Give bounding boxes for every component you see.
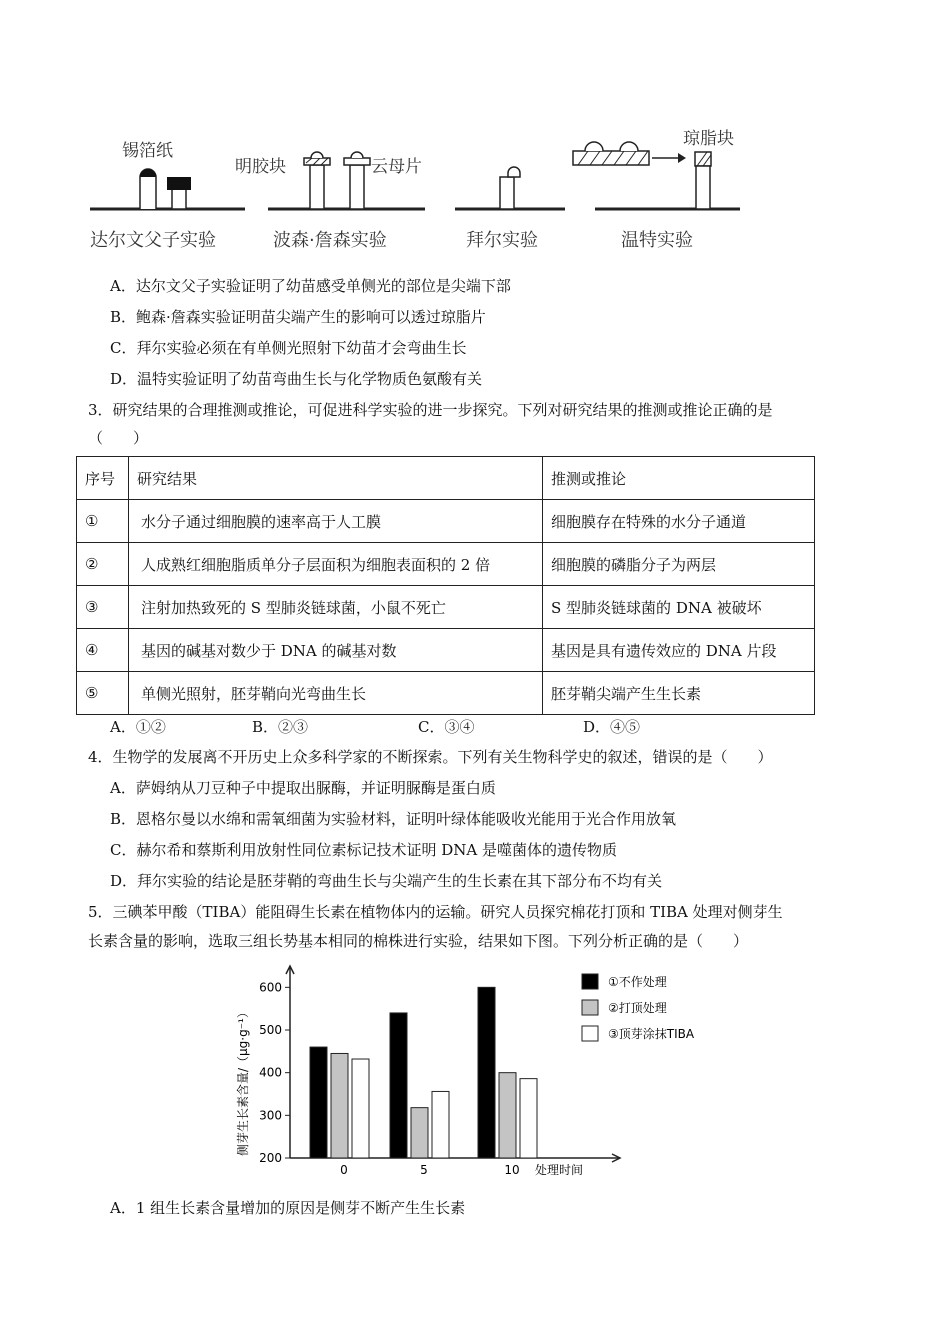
x-axis-label: 处理时间: [535, 1163, 584, 1177]
experiment-caption: 拜尔实验: [466, 230, 538, 251]
table-cell: 水分子通过细胞膜的速率高于人工膜: [129, 500, 543, 543]
question-stem: 5．三碘苯甲酸（TIBA）能阻碍生长素在植物体内的运输。研究人员探究棉花打顶和 TIBA 处理对侧芽生: [88, 903, 783, 921]
table-cell: ③: [77, 586, 129, 629]
question-stem-cont: 长素含量的影响，选取三组长势基本相同的棉株进行实验，结果如下图。下列分析正确的是（ ）: [88, 932, 749, 950]
table-header-row: [77, 457, 815, 500]
x-tick-label: 0: [340, 1163, 348, 1177]
agar-label: 琼脂块: [683, 129, 734, 149]
y-axis-label: 侧芽生长素含量/（μg·g⁻¹）: [236, 1006, 250, 1156]
bar: [352, 1059, 369, 1158]
table-cell: 注射加热致死的 S 型肺炎链球菌，小鼠不死亡: [129, 586, 543, 629]
table-cell: 细胞膜存在特殊的水分子通道: [543, 500, 815, 543]
table-cell: ⑤: [77, 672, 129, 715]
legend-swatch: [582, 1026, 598, 1041]
option-d: D．温特实验证明了幼苗弯曲生长与化学物质色氨酸有关: [110, 370, 483, 388]
legend-swatch: [582, 1000, 598, 1015]
bar: [478, 987, 495, 1158]
table-row: [77, 543, 815, 586]
y-tick-label: 300: [259, 1108, 282, 1123]
table-row: [77, 500, 815, 543]
y-tick-label: 500: [259, 1023, 282, 1037]
experiment-caption: 波森·詹森实验: [273, 230, 387, 251]
option-d: D．④⑤: [583, 718, 641, 736]
option-b: B．②③: [252, 718, 309, 736]
legend-label: ①不作处理: [608, 975, 667, 989]
tin-foil-label: 锡箔纸: [122, 141, 173, 161]
experiment-caption: 达尔文父子实验: [90, 230, 216, 251]
table-cell: 单侧光照射，胚芽鞘向光弯曲生长: [129, 672, 543, 715]
x-tick-label: 10: [504, 1163, 520, 1177]
auxin-bar-chart: [230, 958, 730, 1188]
table-cell: 细胞膜的磷脂分子为两层: [543, 543, 815, 586]
bar: [499, 1073, 516, 1158]
legend-label: ②打顶处理: [608, 1001, 667, 1015]
y-tick-label: 600: [259, 980, 282, 995]
option-b: B．鲍森·詹森实验证明苗尖端产生的影响可以透过琼脂片: [110, 308, 486, 326]
option-a: A．①②: [110, 718, 166, 736]
table-cell: ②: [77, 543, 129, 586]
option-a: A．萨姆纳从刀豆种子中提取出脲酶，并证明脲酶是蛋白质: [110, 779, 496, 797]
table-cell: 人成熟红细胞脂质单分子层面积为细胞表面积的 2 倍: [129, 543, 543, 586]
y-tick-label: 400: [259, 1065, 282, 1080]
option-d: D．拜尔实验的结论是胚芽鞘的弯曲生长与尖端产生的生长素在其下部分布不均有关: [110, 872, 663, 890]
table-row: [77, 629, 815, 672]
table-row: [77, 586, 815, 629]
bar: [310, 1047, 327, 1158]
option-c: C．赫尔希和蔡斯利用放射性同位素标记技术证明 DNA 是噬菌体的遗传物质: [110, 841, 618, 859]
table-row: [77, 672, 815, 715]
bar: [520, 1079, 537, 1158]
table-cell: S 型肺炎链球菌的 DNA 被破坏: [543, 586, 815, 629]
bar: [411, 1108, 428, 1158]
option-a: A．1 组生长素含量增加的原因是侧芽不断产生生长素: [110, 1199, 466, 1217]
bar: [390, 1013, 407, 1158]
gelatin-label: 明胶块: [235, 157, 286, 177]
question-stem: 4．生物学的发展离不开历史上众多科学家的不断探索。下列有关生物科学史的叙述，错误的是（ ）: [88, 748, 773, 766]
table-cell: ①: [77, 500, 129, 543]
table-header: 研究结果: [129, 457, 543, 500]
option-c: C．拜尔实验必须在有单侧光照射下幼苗才会弯曲生长: [110, 339, 467, 357]
option-c: C．③④: [418, 718, 475, 736]
y-tick-label: 200: [259, 1151, 282, 1165]
bar: [331, 1053, 348, 1158]
table-header: 序号: [77, 457, 129, 500]
x-tick-label: 5: [420, 1163, 428, 1177]
research-table: [76, 456, 815, 715]
option-a: A．达尔文父子实验证明了幼苗感受单侧光的部位是尖端下部: [110, 277, 511, 295]
table-cell: 基因的碱基对数少于 DNA 的碱基对数: [129, 629, 543, 672]
table-cell: ④: [77, 629, 129, 672]
experiment-caption: 温特实验: [621, 230, 693, 251]
table-cell: 胚芽鞘尖端产生生长素: [543, 672, 815, 715]
option-b: B．恩格尔曼以水绵和需氧细菌为实验材料，证明叶绿体能吸收光能用于光合作用放氧: [110, 810, 677, 828]
bar: [432, 1091, 449, 1158]
table-cell: 基因是具有遗传效应的 DNA 片段: [543, 629, 815, 672]
question-stem-cont: （ ）: [88, 429, 149, 447]
mica-label: 云母片: [371, 157, 422, 177]
legend-label: ③顶芽涂抹TIBA: [608, 1027, 695, 1041]
legend-swatch: [582, 974, 598, 989]
question-stem: 3．研究结果的合理推测或推论，可促进科学实验的进一步探究。下列对研究结果的推测或推论正确的是: [88, 401, 773, 419]
table-header: 推测或推论: [543, 457, 815, 500]
